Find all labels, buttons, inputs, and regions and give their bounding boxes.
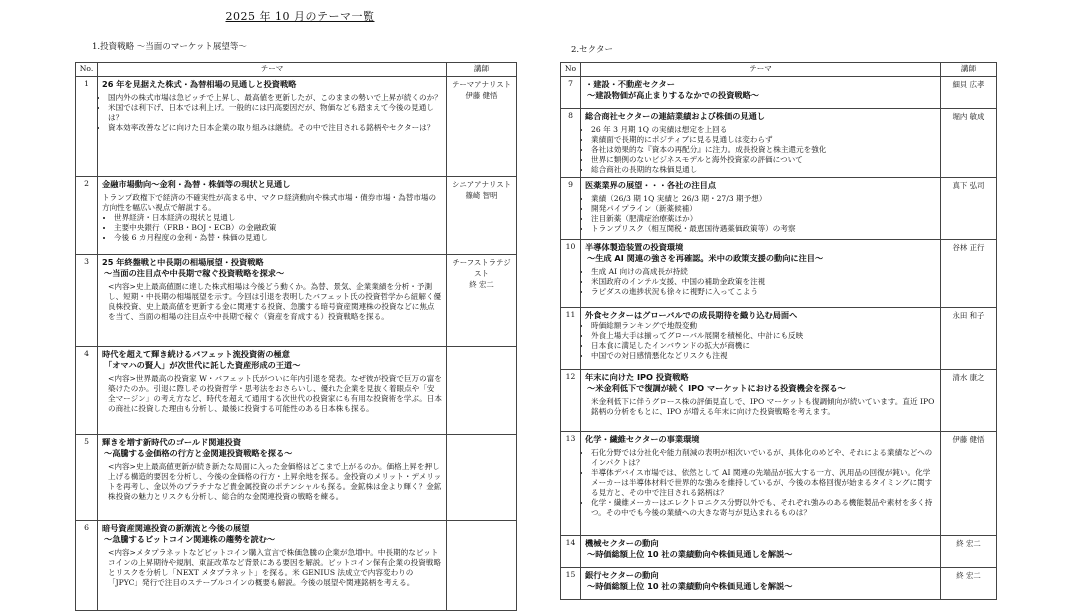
list-item: • 資本効率改善などに向けた日本企業の取り組みは継続。その中で注目される銘柄やセクターは？ <box>108 123 442 133</box>
speaker-name: 細貝 広孝 <box>952 80 985 89</box>
list-item: • 今後 6 カ月程度の金利・為替・株価の見通し <box>114 233 442 243</box>
theme-subtitle: ～時価総額上位 10 社の業績動向や株価見通しを解説～ <box>587 548 793 559</box>
theme-cell <box>98 521 447 611</box>
theme-cell <box>98 177 447 255</box>
speaker-cell <box>941 307 997 369</box>
col-header-speaker: 講師 <box>447 63 517 77</box>
theme-subtitle: 「オマハの賢人」が次世代に託した資産形成の王道～ <box>104 359 301 370</box>
theme-cell <box>581 77 941 109</box>
speaker-name: 篠崎 智明 <box>465 191 498 201</box>
sector-table <box>560 62 997 600</box>
theme-description: <内容>世界最高の投資家 W・バフェット氏がついに年内引退を発表。なぜ彼が投資で巨万の富を築けたのか。引退に際しその投資哲学・思考法をおさらいし、優れた企業を見抜く着眼点や「安全マージン」の考え方など、時代を超えて通用する次世代の投資家にも有用な投資術を学ぶ。日本の商社に投資した理由も分析し、最後に投資する可能性のある日本株も探る。 <box>108 373 442 413</box>
row-number: 13 <box>561 431 581 535</box>
list-item: • 中国での対日感情悪化などリスクも注視 <box>591 351 936 361</box>
row-number: 14 <box>561 535 581 567</box>
table-row <box>561 567 997 599</box>
theme-cell <box>581 177 941 239</box>
speaker-title: チーフストラテジスト <box>452 258 511 279</box>
theme-subtitle: ～時価総額上位 10 社の業績動向や株価見通しを解説～ <box>587 580 793 591</box>
speaker-name: 終 宏二 <box>469 280 494 290</box>
list-item: • 米国では利下げ、日本では利上げ。一般的には円高要因だが、物価なども踏まえて今後の見通しは？ <box>108 103 442 123</box>
col-header-speaker: 講師 <box>941 63 997 77</box>
speaker-name: 伊藤 健悟 <box>952 434 985 444</box>
list-item: • トランプリスク（相互関税・最恵国待遇薬価政策等）の考察 <box>591 224 936 234</box>
row-number: 12 <box>561 369 581 431</box>
table-row <box>76 435 517 521</box>
table-row <box>76 177 517 255</box>
row-number: 1 <box>76 77 98 177</box>
theme-cell <box>98 255 447 347</box>
speaker-title: テーマアナリスト <box>452 80 511 89</box>
speaker-cell <box>941 239 997 307</box>
table-row <box>76 255 517 347</box>
speaker-cell <box>941 77 997 109</box>
theme-description: <内容>史上最高値更新が続き新たな局面に入った金価格はどこまで上がるのか。価格上昇を押し上げる構造的要因を分析し、今後の金価格の行方・上昇余地を探る。金投資のメリット・デメリットを再考し、金以外のプラチナなど貴金属投資のポテンシャルも探る。金鉱株は金より輝く？金鉱株投資の魅力とリスクも分析し、総合的な金関連投資の戦略を練る。 <box>108 461 442 501</box>
theme-bullets <box>585 321 936 361</box>
row-number: 4 <box>76 347 98 435</box>
row-number: 6 <box>76 521 98 611</box>
col-header-no: No <box>561 63 581 77</box>
theme-bullets <box>585 267 936 297</box>
speaker-name: 永田 和子 <box>952 310 985 320</box>
list-item: • 米国政府のインテル支援、中国の補助金政策を注視 <box>591 277 936 287</box>
row-number: 9 <box>561 177 581 239</box>
theme-subtitle: ～生成 AI 関連の強さを再確認。米中の政策支援の動向に注目～ <box>587 252 824 263</box>
list-item: • 世界経済・日本経済の現状と見通し <box>114 213 442 223</box>
theme-title: 25 年終盤戦と中長期の相場展望・投資戦略 <box>102 257 264 267</box>
table-row <box>561 535 997 567</box>
theme-subtitle: ～急騰するビットコイン関連株の趨勢を読む～ <box>104 533 276 544</box>
theme-title: 輝きを増す新時代のゴールド関連投資 <box>102 437 242 447</box>
list-item: • ラピダスの進捗状況も徐々に視野に入ってこよう <box>591 287 936 297</box>
theme-cell <box>581 307 941 369</box>
list-item: • 生成 AI 向けの高成長が持続 <box>591 267 936 277</box>
theme-cell <box>581 109 941 178</box>
speaker-name: 清水 康之 <box>952 372 985 382</box>
list-item: • 業績面で長期的にポジティブに見る見通しは変わらず <box>591 135 936 145</box>
investment-strategy-table <box>75 62 517 611</box>
theme-bullets <box>585 194 936 234</box>
list-item: • 外食上場大手は揃ってグローバル展開を積極化、中計にも反映 <box>591 331 936 341</box>
list-item: • 総合商社の長期的な株価見通し <box>591 165 936 175</box>
table-row <box>561 77 997 109</box>
theme-cell <box>581 535 941 567</box>
table-row <box>76 347 517 435</box>
list-item: • 日本食に満足したインバウンドの拡大が商機に <box>591 341 936 351</box>
row-number: 2 <box>76 177 98 255</box>
list-item: • 時価総額ランキングで地殻変動 <box>591 321 936 331</box>
row-number: 8 <box>561 109 581 178</box>
table-row <box>76 521 517 611</box>
list-item: • 半導体デバイス市場では、依然として AI 関連の先端品が拡大する一方、汎用品の回復が鈍い。化学メーカーは半導体材料で世界的な強みを維持しているが、今後の本格回復が始まるタイミングに関する見方と、その中で注目される銘柄は？ <box>591 468 936 498</box>
theme-intro: トランプ政権下で経済の不確実性が高まる中、マクロ経済動向や株式市場・債券市場・為替市場の方向性を幅広い視点で解説する。 <box>102 192 437 212</box>
theme-description: <内容>メタプラネットなどビットコイン購入宣言で株価急騰の企業が急増中。中長期的なビットコインの上昇期待や規制、東証改革など背景にある要因を解説。ビットコイン保有企業の投資戦略とリスクを分析し「NEXT メタプラネット」を探る。米 GENIUS 法成立で内容変わりの「JPYC」発行で注目のステーブルコインの概要も解説。今後の展望や関連銘柄を考える。 <box>108 547 442 587</box>
theme-title: 医薬業界の展望・・・各社の注目点 <box>585 179 717 190</box>
speaker-title: シニアアナリスト <box>452 180 511 189</box>
table-row <box>76 77 517 177</box>
col-header-no: No. <box>76 63 98 77</box>
theme-cell <box>581 431 941 535</box>
table-header-row <box>561 63 997 77</box>
list-item: • 世界に類例のないビジネスモデルと海外投資家の評価について <box>591 155 936 165</box>
table-row <box>561 109 997 178</box>
theme-cell <box>581 567 941 599</box>
speaker-cell <box>941 535 997 567</box>
theme-title: ・建設・不動産セクター <box>585 79 675 89</box>
theme-cell <box>98 77 447 177</box>
theme-title: 化学・繊維セクターの事業環境 <box>585 433 700 444</box>
speaker-name: 谷林 正行 <box>952 242 985 252</box>
list-item: • 国内外の株式市場は急ピッチで上昇し、最高値を更新したが、このままの勢いで上昇が続くのか？ <box>108 93 442 103</box>
theme-title: 総合商社セクターの連結業績および株価の見通し <box>585 111 765 121</box>
investment-strategy-heading: 1.投資戦略 ～当面のマーケット展望等～ <box>92 42 247 52</box>
theme-cell <box>581 239 941 307</box>
page-title: 2025 年 10 月のテーマ一覧 <box>225 10 375 23</box>
row-number: 5 <box>76 435 98 521</box>
theme-title: 26 年を見据えた株式・為替相場の見通しと投資戦略 <box>102 79 297 89</box>
theme-title: 年末に向けた IPO 投資戦略 <box>585 371 689 382</box>
theme-cell <box>98 347 447 435</box>
theme-subtitle: ～建設物価が高止まりするなかでの投資戦略～ <box>587 89 759 100</box>
list-item: • 石化分野では分社化や能力削減の表明が相次いでいるが、具体化のめどや、それによる業績などへのインパクトは？ <box>591 448 936 468</box>
col-header-theme: テーマ <box>98 63 447 77</box>
theme-title: 金融市場動向～金利・為替・株価等の現状と見通し <box>102 179 291 189</box>
speaker-cell <box>447 255 517 347</box>
row-number: 15 <box>561 567 581 599</box>
list-item: • 主要中央銀行（FRB・BOJ・ECB）の金融政策 <box>114 223 442 233</box>
speaker-cell <box>447 177 517 255</box>
speaker-name: 終 宏二 <box>956 570 981 580</box>
list-item: • 業績（26/3 期 1Q 実績と 26/3 期・27/3 期予想） <box>591 194 936 204</box>
theme-cell <box>581 369 941 431</box>
list-item: • 各社は効果的な『資本の再配分』に注力。成長投資と株主還元を強化 <box>591 145 936 155</box>
speaker-cell <box>447 435 517 521</box>
speaker-cell <box>941 177 997 239</box>
row-number: 10 <box>561 239 581 307</box>
speaker-name: 終 宏二 <box>956 538 981 548</box>
table-row <box>561 239 997 307</box>
theme-subtitle: ～米金利低下で復調が続く IPO マーケットにおける投資機会を探る～ <box>587 382 846 393</box>
table-header-row <box>76 63 517 77</box>
row-number: 3 <box>76 255 98 347</box>
theme-bullets <box>102 93 442 133</box>
theme-subtitle: ～当面の注目点や中長期で稼ぐ投資戦略を探求～ <box>104 267 285 278</box>
theme-title: 機械セクターの動向 <box>585 537 659 548</box>
speaker-cell <box>447 77 517 177</box>
theme-description: 米金利低下に伴うグロース株の評価見直しで、IPO マーケットも復調傾向が続いています。直近 IPO 銘柄の分析をもとに、IPO が増える年末に向けた投資戦略を考えます。 <box>591 396 935 416</box>
speaker-cell <box>941 567 997 599</box>
col-header-theme: テーマ <box>581 63 941 77</box>
speaker-name: 堀内 敏成 <box>952 112 985 121</box>
list-item: • 化学・繊維メーカーはエレクトロニクス分野以外でも、それぞれ強みのある機能製品や素材を多く持つ。その中でも今後の業績への大きな寄与が見込まれるものは？ <box>591 498 936 518</box>
table-row <box>561 431 997 535</box>
theme-bullets <box>585 125 936 175</box>
list-item: • 開発パイプライン（新薬候補） <box>591 204 936 214</box>
theme-title: 半導体製造装置の投資環境 <box>585 241 684 252</box>
speaker-name: 真下 弘司 <box>952 180 985 190</box>
row-number: 7 <box>561 77 581 109</box>
list-item: • 26 年 3 月期 1Q の実績は想定を上回る <box>591 125 936 135</box>
speaker-cell <box>447 347 517 435</box>
theme-description: <内容>史上最高値圏に達した株式相場は今後どう動くか。為替、景気、企業業績を分析・予測し、短期・中長期の相場展望を示す。今回は引退を表明したバフェット氏の投資哲学から紐解く優良株投資、史上最高値を更新する金に関連する投資、急騰する暗号資産関連株の投資などに焦点を当て、当面の相場の注目点や中長期で稼ぐ（資産を育成する）投資戦略を探る。 <box>108 281 442 321</box>
speaker-cell <box>941 431 997 535</box>
theme-bullets <box>585 448 936 518</box>
speaker-cell <box>941 369 997 431</box>
theme-title: 暗号資産関連投資の新潮流と今後の展望 <box>102 523 250 533</box>
table-row <box>561 177 997 239</box>
list-item: • 注目新薬（肥満症治療薬ほか） <box>591 214 936 224</box>
speaker-name: 伊藤 健悟 <box>465 91 498 101</box>
sector-heading: 2.セクター <box>571 45 613 55</box>
theme-bullets <box>102 213 442 243</box>
table-row <box>561 307 997 369</box>
theme-title: 銀行セクターの動向 <box>585 569 659 580</box>
speaker-cell <box>447 521 517 611</box>
theme-cell <box>98 435 447 521</box>
theme-title: 時代を超えて輝き続けるバフェット流投資術の極意 <box>102 349 290 359</box>
table-row <box>561 369 997 431</box>
row-number: 11 <box>561 307 581 369</box>
theme-title: 外食セクターはグローバルでの成長期待を織り込む局面へ <box>585 309 798 320</box>
theme-subtitle: ～高騰する金価格の行方と金関連投資戦略を探る～ <box>104 447 293 458</box>
speaker-cell <box>941 109 997 178</box>
